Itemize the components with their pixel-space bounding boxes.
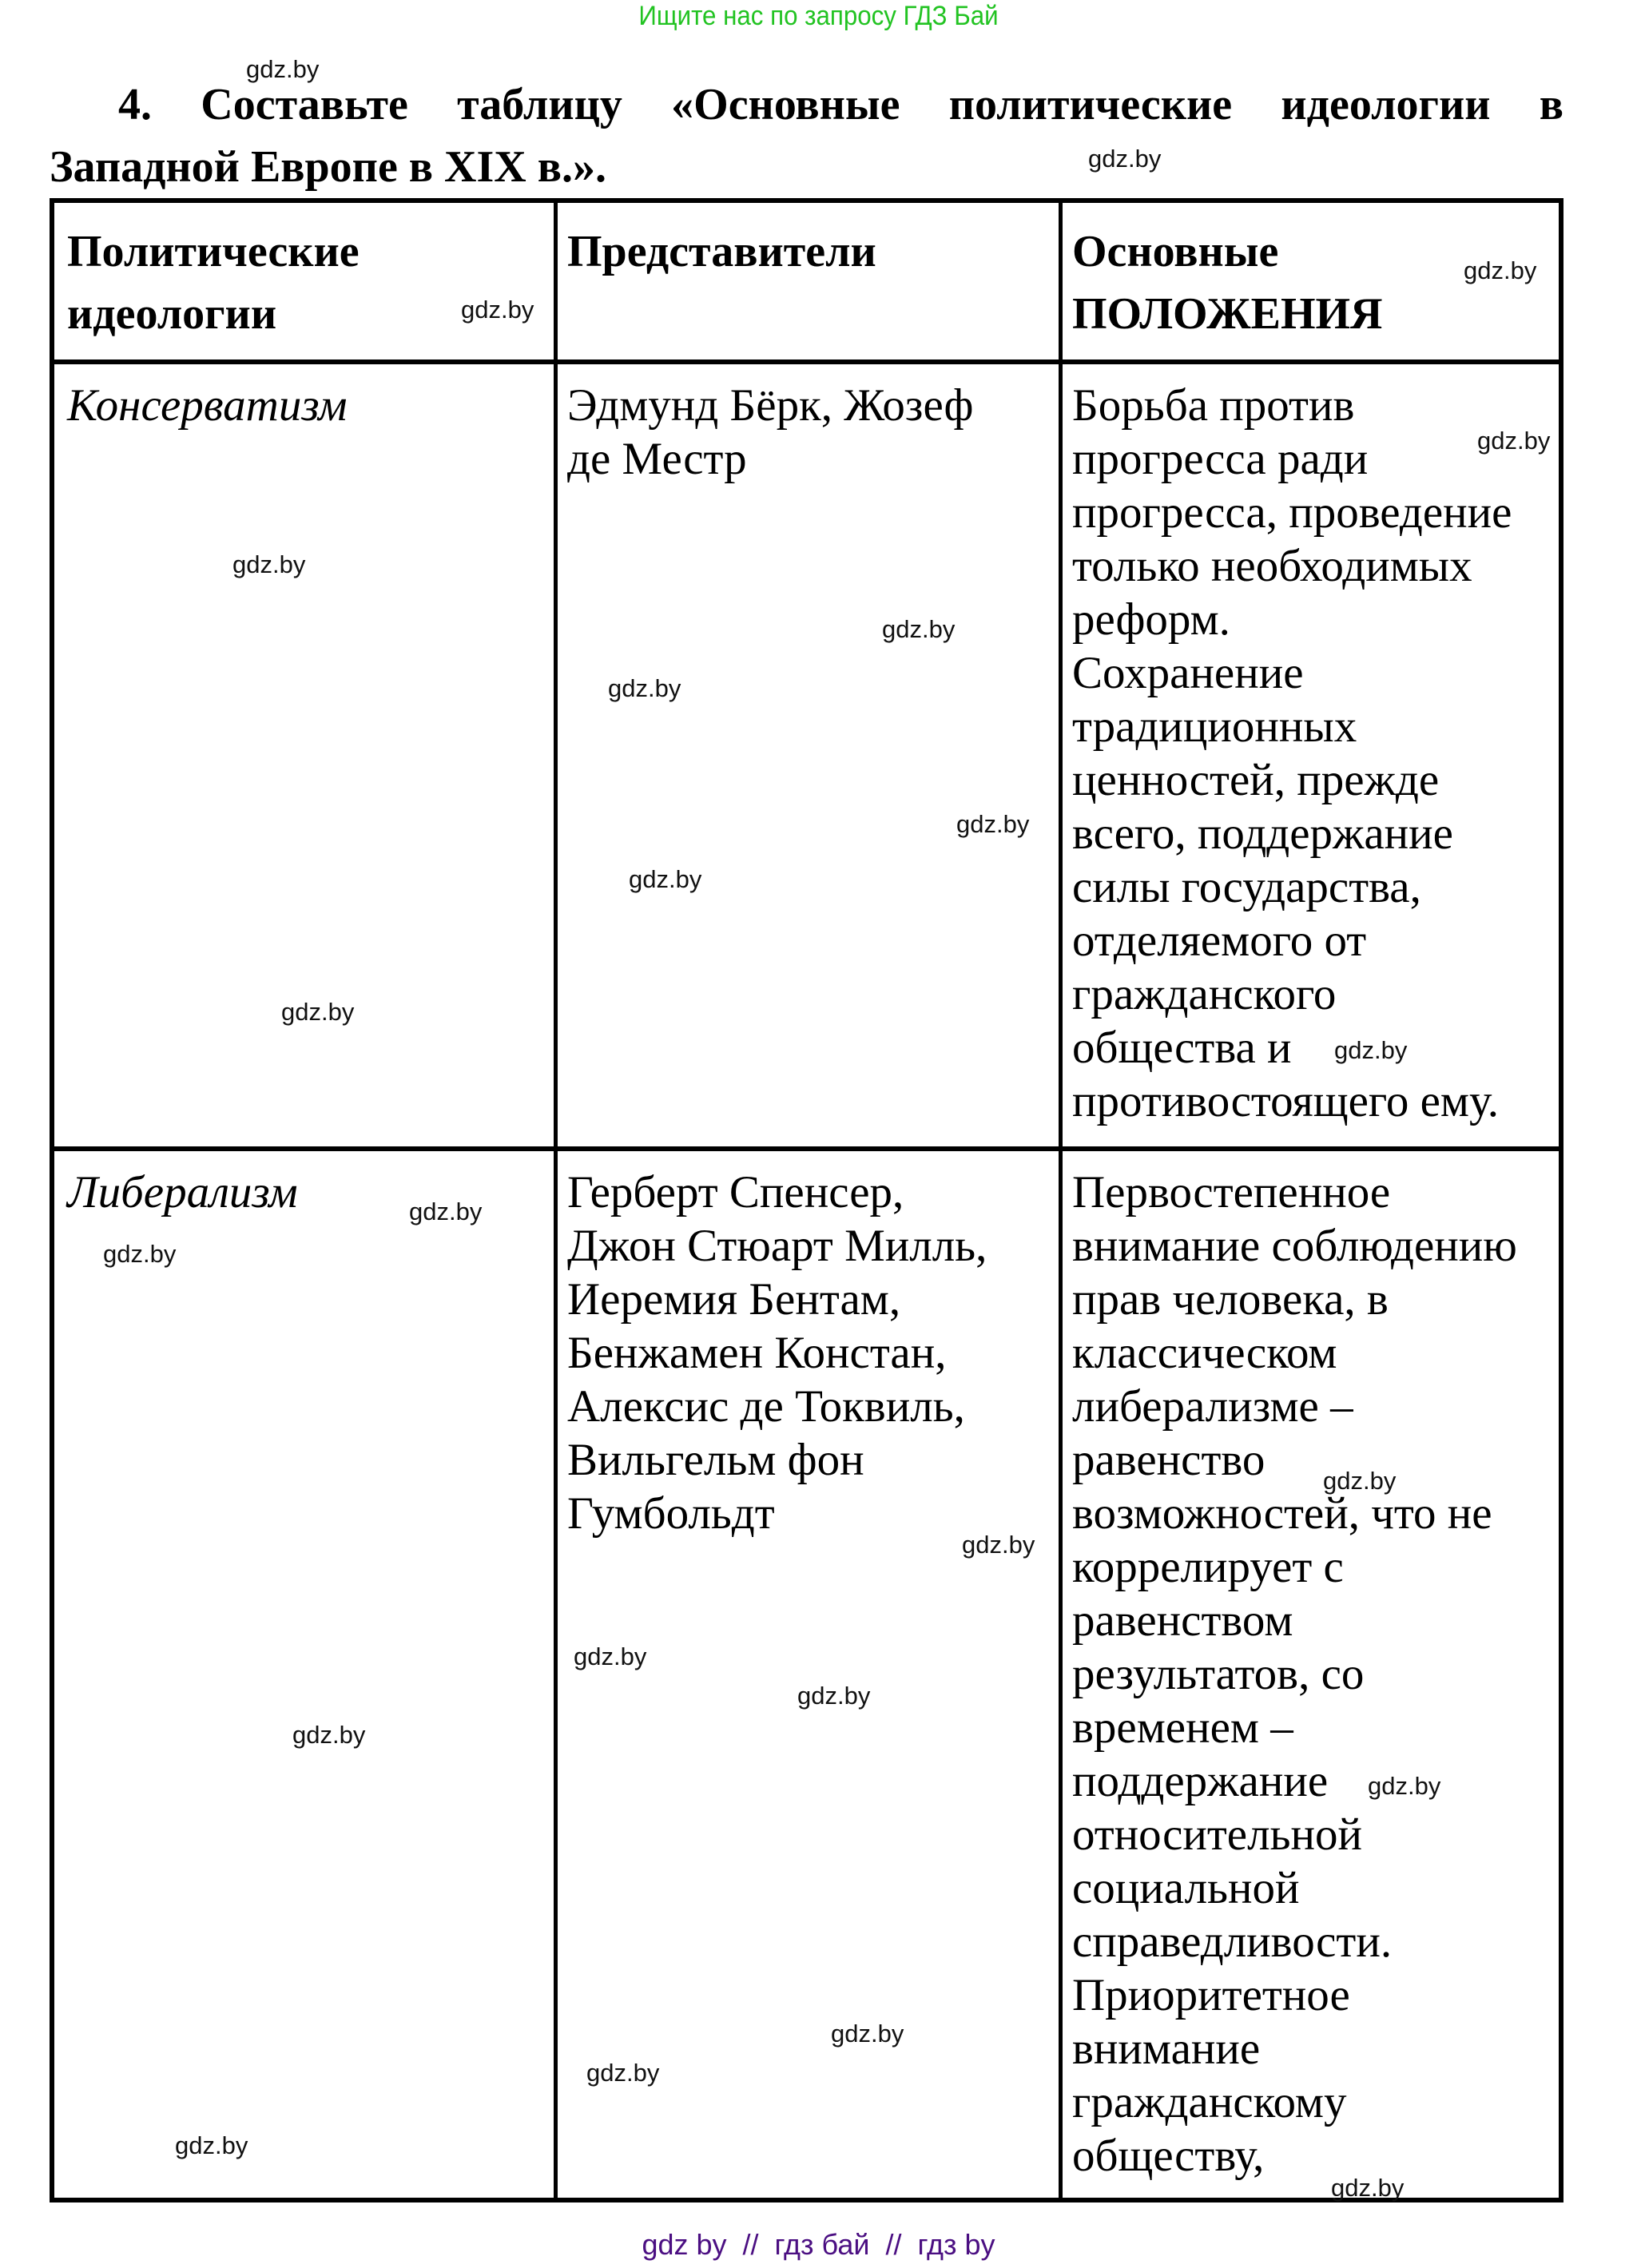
- watermark: gdz.by: [962, 1531, 1035, 1559]
- provisions-line: обществу,: [1072, 2131, 1265, 2181]
- ideologies-table: [50, 198, 1563, 2202]
- watermark: gdz.by: [586, 2059, 660, 2087]
- provisions-line: относительной: [1072, 1809, 1363, 1860]
- watermark: gdz.by: [246, 55, 320, 83]
- provisions-line: ценностей, прежде: [1072, 755, 1440, 805]
- provisions-line: Первостепенное: [1072, 1167, 1391, 1217]
- task-heading-line-2: Западной Европе в XIX в.».: [50, 142, 606, 192]
- provisions-line: равенством: [1072, 1595, 1293, 1646]
- provisions-line: всего, поддержание: [1072, 808, 1453, 859]
- header-text: идеологии: [67, 289, 277, 339]
- watermark: gdz.by: [232, 550, 306, 578]
- watermark: gdz.by: [461, 296, 534, 324]
- ideology-liberalism: Либерализм: [67, 1167, 298, 1217]
- provisions-line: поддержание: [1072, 1756, 1329, 1806]
- header-text: ПОЛОЖЕНИЯ: [1072, 289, 1383, 339]
- provisions-line: традиционных: [1072, 701, 1357, 752]
- provisions-line: Приоритетное: [1072, 1970, 1350, 2020]
- watermark: gdz.by: [831, 2020, 904, 2048]
- footer-links[interactable]: gdz by // гдз бай // гдз by: [642, 2228, 995, 2261]
- provisions-line: противостоящего ему.: [1072, 1076, 1500, 1126]
- provisions-line: реформ.: [1072, 594, 1230, 645]
- provisions-line: результатов, со: [1072, 1649, 1365, 1699]
- provisions-line: классическом: [1072, 1328, 1337, 1378]
- provisions-line: Сохранение: [1072, 648, 1304, 698]
- provisions-line: общества и: [1072, 1023, 1292, 1073]
- search-banner[interactable]: Ищите нас по запросу ГДЗ Бай: [638, 1, 999, 31]
- row-divider: [54, 1146, 1559, 1151]
- representatives-conservatism: [567, 379, 1055, 486]
- watermark: gdz.by: [608, 674, 681, 702]
- representatives-line: Герберт Спенсер,: [567, 1167, 904, 1217]
- column-divider: [1059, 203, 1063, 2198]
- header-representatives: [567, 220, 1047, 283]
- representatives-line: Гумбольдт: [567, 1488, 775, 1539]
- provisions-line: отделяемого от: [1072, 916, 1367, 966]
- provisions-line: прогресса, проведение: [1072, 487, 1512, 538]
- representatives-line: Бенжамен Констан,: [567, 1328, 947, 1378]
- provisions-line: временем –: [1072, 1702, 1293, 1753]
- provisions-conservatism: [1072, 379, 1560, 1128]
- provisions-line: только необходимых: [1072, 541, 1472, 591]
- provisions-line: силы государства,: [1072, 862, 1421, 912]
- header-ideologies: [67, 220, 546, 345]
- provisions-line: внимание соблюдению: [1072, 1221, 1517, 1271]
- column-divider: [554, 203, 558, 2198]
- watermark: gdz.by: [629, 865, 702, 893]
- watermark: gdz.by: [1464, 256, 1537, 284]
- watermark: gdz.by: [292, 1721, 366, 1749]
- ideology-conservatism: Консерватизм: [67, 380, 348, 431]
- provisions-line: гражданскому: [1072, 2077, 1347, 2127]
- row-divider: [54, 359, 1559, 364]
- watermark: gdz.by: [103, 1240, 177, 1268]
- watermark: gdz.by: [574, 1642, 647, 1670]
- watermark: gdz.by: [175, 2131, 248, 2159]
- representatives-line: Вильгельм фон: [567, 1435, 864, 1485]
- provisions-line: Борьба против: [1072, 380, 1355, 431]
- watermark: gdz.by: [1477, 427, 1551, 455]
- provisions-line: социальной: [1072, 1863, 1300, 1913]
- watermark: gdz.by: [882, 615, 956, 643]
- watermark: gdz.by: [1323, 1467, 1397, 1495]
- header-text: Представители: [567, 227, 876, 276]
- watermark: gdz.by: [1368, 1772, 1441, 1800]
- watermark: gdz.by: [1088, 145, 1162, 173]
- watermark: gdz.by: [956, 810, 1030, 838]
- representatives-line: Алексис де Токвиль,: [567, 1381, 965, 1432]
- header-text: Основные: [1072, 227, 1279, 276]
- provisions-line: прав человека, в: [1072, 1274, 1389, 1325]
- watermark: gdz.by: [281, 998, 355, 1026]
- provisions-line: либерализме –: [1072, 1381, 1353, 1432]
- provisions-line: равенство: [1072, 1435, 1265, 1485]
- watermark: gdz.by: [1334, 1036, 1408, 1064]
- representatives-liberalism: [567, 1166, 1055, 1540]
- provisions-line: возможностей, что не: [1072, 1488, 1492, 1539]
- watermark: gdz.by: [1331, 2174, 1405, 2202]
- representatives-line: де Местр: [567, 434, 747, 484]
- provisions-line: внимание: [1072, 2024, 1261, 2074]
- provisions-liberalism: [1072, 1166, 1560, 2183]
- provisions-line: гражданского: [1072, 969, 1337, 1019]
- task-heading-line-1: 4. Составьте таблицу «Основные политические идеологии в: [118, 80, 1563, 129]
- watermark: gdz.by: [409, 1198, 483, 1225]
- header-text: Политические: [67, 227, 360, 276]
- provisions-line: справедливости.: [1072, 1916, 1393, 1967]
- representatives-line: Джон Стюарт Милль,: [567, 1221, 987, 1271]
- provisions-line: прогресса ради: [1072, 434, 1369, 484]
- task-heading: [50, 73, 1563, 198]
- watermark: gdz.by: [797, 1682, 871, 1710]
- provisions-line: коррелирует с: [1072, 1542, 1344, 1592]
- representatives-line: Эдмунд Бёрк, Жозеф: [567, 380, 974, 431]
- representatives-line: Иеремия Бентам,: [567, 1274, 901, 1325]
